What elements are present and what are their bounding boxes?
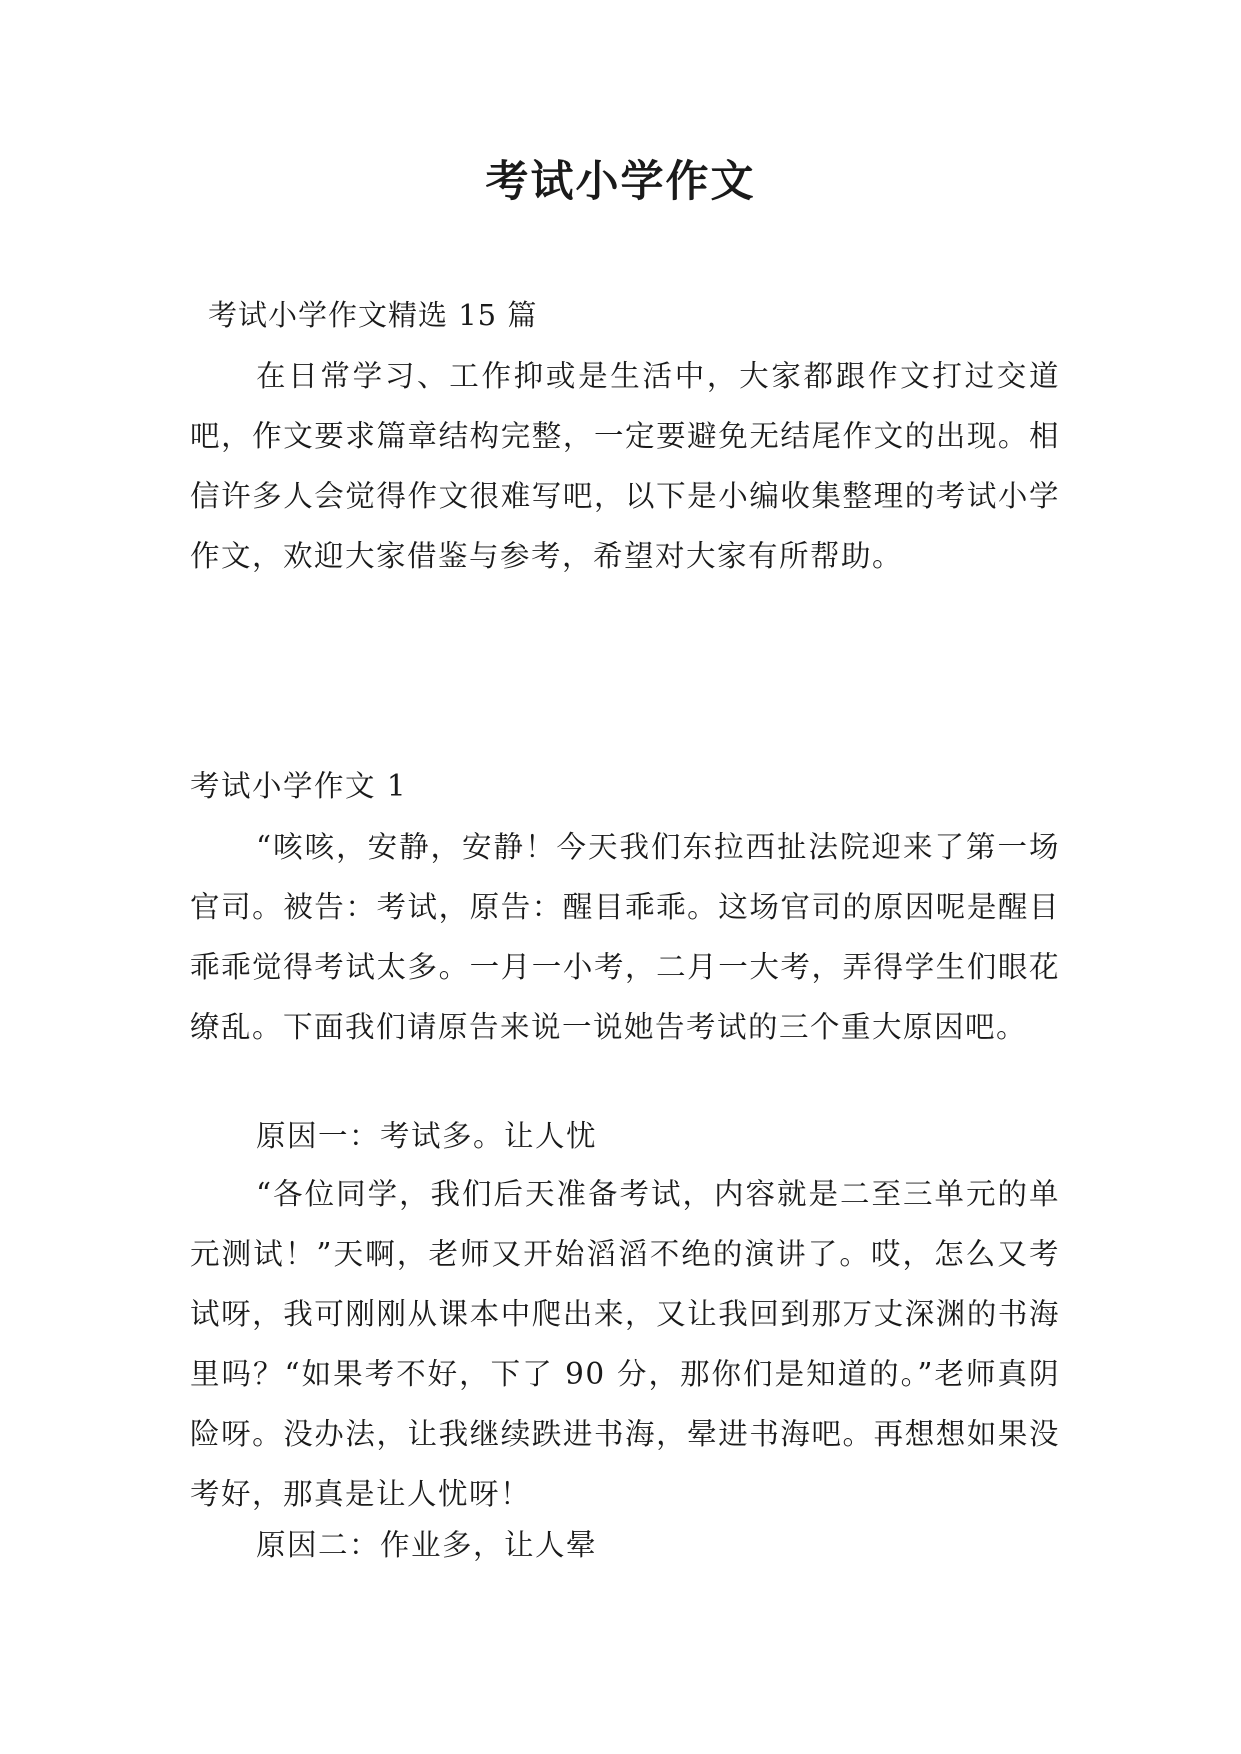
- reason-heading-1: 原因一：考试多。让人忧: [256, 1119, 598, 1153]
- body-paragraph-2: “各位同学，我们后天准备考试，内容就是二至三单元的单元测试！”天啊，老师又开始滔滔不绝的演讲了。哎，怎么又考试呀，我可刚刚从课本中爬出来，又让我回到那万丈深渊的书海里吗？“如果考不好，下了 90 分，那你们是知道的。”老师真阴险呀。没办法，让我继续跌进书海，晕进书海吧。再想想如果没考好，那真是让人忧呀！: [190, 1177, 1060, 1511]
- section-heading: 考试小学作文 1: [190, 769, 408, 803]
- body-paragraph-1: “咳咳，安静，安静！今天我们东拉西扯法院迎来了第一场官司。被告：考试，原告：醒目乖乖。这场官司的原因呢是醒目乖乖觉得考试太多。一月一小考，二月一大考，弄得学生们眼花缭乱。下面我们请原告来说一说她告考试的三个重大原因吧。: [190, 830, 1060, 1044]
- reason-heading-2: 原因二：作业多，让人晕: [256, 1528, 598, 1562]
- document-title: 考试小学作文: [485, 157, 756, 207]
- document-subtitle: 考试小学作文精选 15 篇: [208, 298, 538, 332]
- intro-paragraph: 在日常学习、工作抑或是生活中，大家都跟作文打过交道吧，作文要求篇章结构完整，一定要避免无结尾作文的出现。相信许多人会觉得作文很难写吧，以下是小编收集整理的考试小学作文，欢迎大家借鉴与参考，希望对大家有所帮助。: [190, 359, 1060, 573]
